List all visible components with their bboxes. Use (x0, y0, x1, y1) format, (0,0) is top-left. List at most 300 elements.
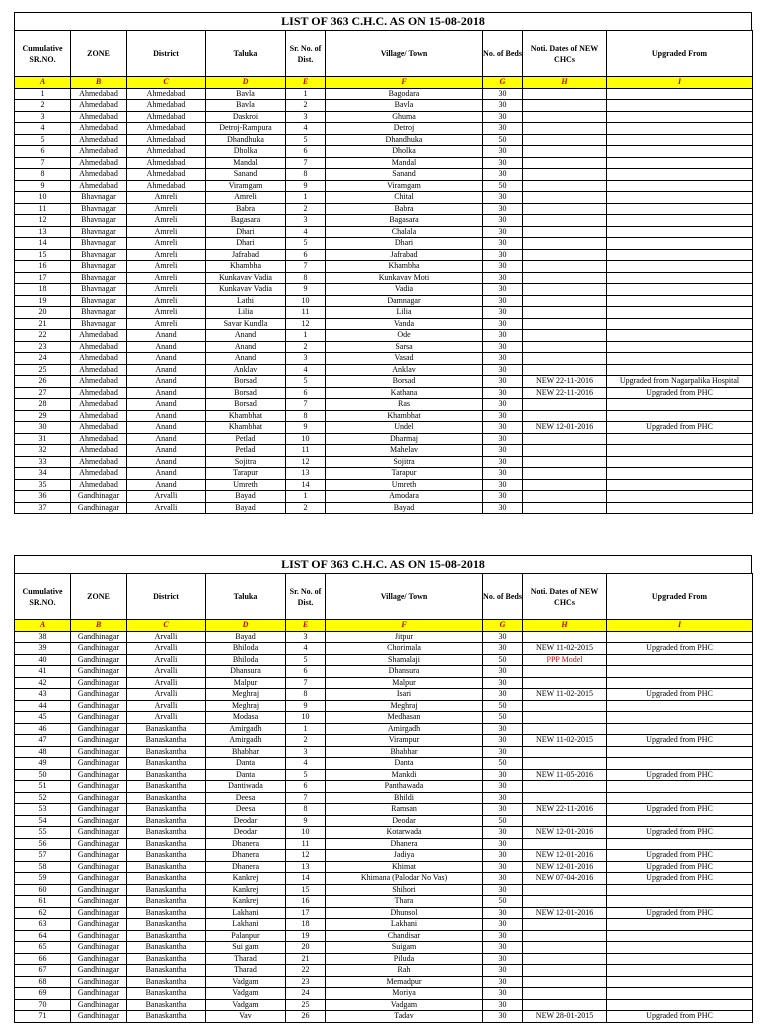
beds-cell: 30 (483, 445, 523, 457)
header-row (15, 31, 753, 77)
taluka-cell: Dantiwada (206, 781, 286, 793)
village-cell: Undel (326, 422, 483, 434)
zone-cell: Ahmedabad (71, 422, 127, 434)
district-cell: Amreli (127, 215, 206, 227)
zone-cell: Bhavnagar (71, 192, 127, 204)
village-cell: Danta (326, 758, 483, 770)
district-cell: Ahmedabad (127, 180, 206, 192)
sr-no-cell: 24 (15, 353, 71, 365)
taluka-cell: Bhabhar (206, 746, 286, 758)
village-cell: Amirgadh (326, 723, 483, 735)
district-cell: Banaskantha (127, 827, 206, 839)
sr-no-cell: 49 (15, 758, 71, 770)
upgraded-from-cell (607, 884, 753, 896)
notification-date-cell (523, 169, 607, 181)
dist-sr-cell: 4 (286, 643, 326, 655)
beds-cell: 30 (483, 988, 523, 1000)
dist-sr-cell: 14 (286, 873, 326, 885)
zone-cell: Gandhinagar (71, 677, 127, 689)
upgraded-from-cell (607, 999, 753, 1011)
upgraded-from-cell: Upgraded from PHC (607, 873, 753, 885)
beds-cell: 30 (483, 965, 523, 977)
village-cell: Moriya (326, 988, 483, 1000)
notification-date-cell: NEW 12-01-2016 (523, 861, 607, 873)
upgraded-from-cell: Upgraded from PHC (607, 804, 753, 816)
sr-no-cell: 65 (15, 942, 71, 954)
beds-cell: 30 (483, 468, 523, 480)
header-cell: Taluka (206, 574, 286, 620)
sr-no-cell: 28 (15, 399, 71, 411)
table-row (15, 318, 753, 330)
table-row (15, 456, 753, 468)
village-cell: Khambha (326, 261, 483, 273)
village-cell: Detroj (326, 123, 483, 135)
taluka-cell: Amirgadh (206, 723, 286, 735)
dist-sr-cell: 4 (286, 758, 326, 770)
notification-date-cell (523, 700, 607, 712)
district-cell: Arvalli (127, 491, 206, 503)
notification-date-cell (523, 146, 607, 158)
taluka-cell: Meghraj (206, 700, 286, 712)
beds-cell: 30 (483, 792, 523, 804)
village-cell: Damnagar (326, 295, 483, 307)
notification-date-cell: NEW 07-04-2016 (523, 873, 607, 885)
village-cell: Chalala (326, 226, 483, 238)
sr-no-cell: 37 (15, 502, 71, 514)
zone-cell: Gandhinagar (71, 838, 127, 850)
district-cell: Anand (127, 468, 206, 480)
zone-cell: Ahmedabad (71, 387, 127, 399)
table-row (15, 643, 753, 655)
village-cell: Dhari (326, 238, 483, 250)
zone-cell: Gandhinagar (71, 769, 127, 781)
sr-no-cell: 2 (15, 100, 71, 112)
district-cell: Anand (127, 364, 206, 376)
sr-no-cell: 29 (15, 410, 71, 422)
taluka-cell: Tarapur (206, 468, 286, 480)
district-cell: Banaskantha (127, 999, 206, 1011)
district-cell: Banaskantha (127, 735, 206, 747)
beds-cell: 30 (483, 410, 523, 422)
beds-cell: 30 (483, 930, 523, 942)
notification-date-cell (523, 677, 607, 689)
sr-no-cell: 23 (15, 341, 71, 353)
zone-cell: Ahmedabad (71, 364, 127, 376)
sr-no-cell: 59 (15, 873, 71, 885)
sr-no-cell: 7 (15, 157, 71, 169)
dist-sr-cell: 9 (286, 700, 326, 712)
zone-cell: Ahmedabad (71, 479, 127, 491)
table-row (15, 677, 753, 689)
sr-no-cell: 38 (15, 631, 71, 643)
upgraded-from-cell (607, 88, 753, 100)
table-row (15, 192, 753, 204)
upgraded-from-cell (607, 353, 753, 365)
sr-no-cell: 41 (15, 666, 71, 678)
district-cell: Amreli (127, 284, 206, 296)
district-cell: Arvalli (127, 712, 206, 724)
village-cell: Borsad (326, 376, 483, 388)
sr-no-cell: 40 (15, 654, 71, 666)
header-cell: Upgraded From (607, 574, 753, 620)
column-letter: E (286, 620, 326, 632)
sr-no-cell: 61 (15, 896, 71, 908)
notification-date-cell: NEW 11-02-2015 (523, 643, 607, 655)
upgraded-from-cell (607, 456, 753, 468)
village-cell: Malpur (326, 677, 483, 689)
beds-cell: 50 (483, 654, 523, 666)
notification-date-cell (523, 781, 607, 793)
table-row (15, 723, 753, 735)
sr-no-cell: 17 (15, 272, 71, 284)
table-row (15, 364, 753, 376)
table-row (15, 123, 753, 135)
dist-sr-cell: 5 (286, 238, 326, 250)
taluka-cell: Khambhat (206, 422, 286, 434)
district-cell: Amreli (127, 272, 206, 284)
zone-cell: Gandhinagar (71, 654, 127, 666)
village-cell: Shihori (326, 884, 483, 896)
zone-cell: Ahmedabad (71, 468, 127, 480)
district-cell: Anand (127, 387, 206, 399)
district-cell: Anand (127, 433, 206, 445)
dist-sr-cell: 5 (286, 654, 326, 666)
header-cell: Village/ Town (326, 31, 483, 77)
dist-sr-cell: 22 (286, 965, 326, 977)
district-cell: Banaskantha (127, 873, 206, 885)
notification-date-cell (523, 930, 607, 942)
dist-sr-cell: 12 (286, 850, 326, 862)
zone-cell: Ahmedabad (71, 123, 127, 135)
beds-cell: 30 (483, 330, 523, 342)
dist-sr-cell: 11 (286, 445, 326, 457)
zone-cell: Gandhinagar (71, 988, 127, 1000)
district-cell: Banaskantha (127, 861, 206, 873)
upgraded-from-cell (607, 723, 753, 735)
table-body (15, 631, 753, 1022)
sr-no-cell: 30 (15, 422, 71, 434)
zone-cell: Gandhinagar (71, 976, 127, 988)
table-row (15, 479, 753, 491)
dist-sr-cell: 18 (286, 919, 326, 931)
table-row (15, 827, 753, 839)
beds-cell: 50 (483, 180, 523, 192)
beds-cell: 50 (483, 815, 523, 827)
beds-cell: 30 (483, 479, 523, 491)
notification-date-cell (523, 157, 607, 169)
notification-date-cell (523, 123, 607, 135)
table-row (15, 284, 753, 296)
zone-cell: Bhavnagar (71, 249, 127, 261)
upgraded-from-cell: Upgraded from PHC (607, 689, 753, 701)
column-letter-row (15, 620, 753, 632)
sr-no-cell: 26 (15, 376, 71, 388)
upgraded-from-cell (607, 410, 753, 422)
upgraded-from-cell (607, 976, 753, 988)
upgraded-from-cell (607, 781, 753, 793)
upgraded-from-cell: Upgraded from PHC (607, 422, 753, 434)
dist-sr-cell: 4 (286, 364, 326, 376)
taluka-cell: Khambha (206, 261, 286, 273)
zone-cell: Gandhinagar (71, 919, 127, 931)
upgraded-from-cell (607, 746, 753, 758)
zone-cell: Ahmedabad (71, 445, 127, 457)
dist-sr-cell: 9 (286, 815, 326, 827)
sr-no-cell: 9 (15, 180, 71, 192)
table-row (15, 712, 753, 724)
sr-no-cell: 10 (15, 192, 71, 204)
upgraded-from-cell (607, 965, 753, 977)
district-cell: Anand (127, 330, 206, 342)
dist-sr-cell: 3 (286, 746, 326, 758)
village-cell: Virampur (326, 735, 483, 747)
dist-sr-cell: 11 (286, 307, 326, 319)
district-cell: Arvalli (127, 654, 206, 666)
district-cell: Arvalli (127, 643, 206, 655)
district-cell: Ahmedabad (127, 146, 206, 158)
notification-date-cell (523, 953, 607, 965)
upgraded-from-cell (607, 631, 753, 643)
village-cell: Meghraj (326, 700, 483, 712)
district-cell: Anand (127, 353, 206, 365)
zone-cell: Ahmedabad (71, 157, 127, 169)
dist-sr-cell: 1 (286, 491, 326, 503)
dist-sr-cell: 13 (286, 468, 326, 480)
beds-cell: 30 (483, 146, 523, 158)
dist-sr-cell: 8 (286, 804, 326, 816)
header-cell: Taluka (206, 31, 286, 77)
taluka-cell: Tharad (206, 965, 286, 977)
table-row (15, 792, 753, 804)
beds-cell: 30 (483, 643, 523, 655)
dist-sr-cell: 5 (286, 376, 326, 388)
dist-sr-cell: 8 (286, 169, 326, 181)
upgraded-from-cell (607, 838, 753, 850)
taluka-cell: Lathi (206, 295, 286, 307)
upgraded-from-cell (607, 700, 753, 712)
sr-no-cell: 39 (15, 643, 71, 655)
table-row (15, 249, 753, 261)
column-letter: D (206, 77, 286, 89)
dist-sr-cell: 10 (286, 827, 326, 839)
dist-sr-cell: 14 (286, 479, 326, 491)
upgraded-from-cell (607, 284, 753, 296)
beds-cell: 30 (483, 907, 523, 919)
village-cell: Thara (326, 896, 483, 908)
table-row (15, 700, 753, 712)
beds-cell: 30 (483, 769, 523, 781)
dist-sr-cell: 21 (286, 953, 326, 965)
beds-cell: 30 (483, 953, 523, 965)
upgraded-from-cell (607, 249, 753, 261)
table-row (15, 422, 753, 434)
table-row (15, 387, 753, 399)
district-cell: Banaskantha (127, 769, 206, 781)
dist-sr-cell: 9 (286, 422, 326, 434)
zone-cell: Gandhinagar (71, 896, 127, 908)
village-cell: Chital (326, 192, 483, 204)
taluka-cell: Khambhat (206, 410, 286, 422)
village-cell: Deodar (326, 815, 483, 827)
upgraded-from-cell (607, 468, 753, 480)
table-row (15, 976, 753, 988)
taluka-cell: Dhari (206, 226, 286, 238)
beds-cell: 30 (483, 502, 523, 514)
table-row (15, 850, 753, 862)
beds-cell: 30 (483, 318, 523, 330)
zone-cell: Ahmedabad (71, 111, 127, 123)
district-cell: Banaskantha (127, 965, 206, 977)
beds-cell: 30 (483, 919, 523, 931)
district-cell: Banaskantha (127, 1011, 206, 1023)
beds-cell: 30 (483, 735, 523, 747)
dist-sr-cell: 20 (286, 942, 326, 954)
district-cell: Banaskantha (127, 930, 206, 942)
table-row (15, 376, 753, 388)
sr-no-cell: 4 (15, 123, 71, 135)
table-row (15, 502, 753, 514)
sr-no-cell: 34 (15, 468, 71, 480)
notification-date-cell (523, 134, 607, 146)
beds-cell: 30 (483, 631, 523, 643)
upgraded-from-cell (607, 666, 753, 678)
zone-cell: Gandhinagar (71, 804, 127, 816)
notification-date-cell (523, 249, 607, 261)
beds-cell: 30 (483, 884, 523, 896)
taluka-cell: Tharad (206, 953, 286, 965)
village-cell: Mandal (326, 157, 483, 169)
taluka-cell: Bagasara (206, 215, 286, 227)
taluka-cell: Kankrej (206, 896, 286, 908)
table-body (15, 88, 753, 514)
notification-date-cell (523, 919, 607, 931)
table-row (15, 157, 753, 169)
dist-sr-cell: 3 (286, 631, 326, 643)
taluka-cell: Amreli (206, 192, 286, 204)
table-row (15, 261, 753, 273)
district-cell: Ahmedabad (127, 169, 206, 181)
dist-sr-cell: 6 (286, 387, 326, 399)
notification-date-cell (523, 792, 607, 804)
dist-sr-cell: 5 (286, 769, 326, 781)
notification-date-cell (523, 723, 607, 735)
zone-cell: Ahmedabad (71, 134, 127, 146)
zone-cell: Bhavnagar (71, 238, 127, 250)
zone-cell: Bhavnagar (71, 307, 127, 319)
village-cell: Ras (326, 399, 483, 411)
beds-cell: 30 (483, 203, 523, 215)
village-cell: Piluda (326, 953, 483, 965)
zone-cell: Ahmedabad (71, 410, 127, 422)
taluka-cell: Deesa (206, 804, 286, 816)
upgraded-from-cell (607, 502, 753, 514)
village-cell: Suigam (326, 942, 483, 954)
header-cell: Cumulative SR.NO. (15, 31, 71, 77)
taluka-cell: Borsad (206, 376, 286, 388)
table-row (15, 399, 753, 411)
district-cell: Arvalli (127, 666, 206, 678)
village-cell: Jafrabad (326, 249, 483, 261)
village-cell: Ode (326, 330, 483, 342)
taluka-cell: Anand (206, 353, 286, 365)
taluka-cell: Danta (206, 758, 286, 770)
beds-cell: 30 (483, 827, 523, 839)
dist-sr-cell: 2 (286, 100, 326, 112)
zone-cell: Bhavnagar (71, 318, 127, 330)
dist-sr-cell: 3 (286, 111, 326, 123)
beds-cell: 30 (483, 295, 523, 307)
notification-date-cell (523, 203, 607, 215)
zone-cell: Gandhinagar (71, 631, 127, 643)
notification-date-cell (523, 272, 607, 284)
upgraded-from-cell (607, 930, 753, 942)
sr-no-cell: 60 (15, 884, 71, 896)
table-row (15, 468, 753, 480)
village-cell: Bagodara (326, 88, 483, 100)
upgraded-from-cell (607, 919, 753, 931)
notification-date-cell (523, 815, 607, 827)
chc-table (14, 573, 753, 1023)
district-cell: Arvalli (127, 502, 206, 514)
sr-no-cell: 71 (15, 1011, 71, 1023)
upgraded-from-cell (607, 180, 753, 192)
beds-cell: 30 (483, 689, 523, 701)
beds-cell: 30 (483, 249, 523, 261)
taluka-cell: Jafrabad (206, 249, 286, 261)
sr-no-cell: 47 (15, 735, 71, 747)
upgraded-from-cell (607, 815, 753, 827)
district-cell: Banaskantha (127, 988, 206, 1000)
header-cell: District (127, 31, 206, 77)
taluka-cell: Dhanera (206, 850, 286, 862)
upgraded-from-cell (607, 157, 753, 169)
notification-date-cell: PPP Model (523, 654, 607, 666)
village-cell: Medhasan (326, 712, 483, 724)
sr-no-cell: 36 (15, 491, 71, 503)
taluka-cell: Bhiloda (206, 643, 286, 655)
table-row (15, 861, 753, 873)
sr-no-cell: 66 (15, 953, 71, 965)
beds-cell: 30 (483, 100, 523, 112)
village-cell: Kunkavav Moti (326, 272, 483, 284)
sr-no-cell: 18 (15, 284, 71, 296)
upgraded-from-cell: Upgraded from PHC (607, 387, 753, 399)
district-cell: Arvalli (127, 677, 206, 689)
notification-date-cell (523, 884, 607, 896)
notification-date-cell (523, 838, 607, 850)
taluka-cell: Lilia (206, 307, 286, 319)
header-cell: Noti. Dates of NEW CHCs (523, 31, 607, 77)
sr-no-cell: 50 (15, 769, 71, 781)
column-letter: A (15, 77, 71, 89)
taluka-cell: Bhiloda (206, 654, 286, 666)
upgraded-from-cell: Upgraded from PHC (607, 735, 753, 747)
upgraded-from-cell: Upgraded from PHC (607, 907, 753, 919)
village-cell: Bavla (326, 100, 483, 112)
zone-cell: Ahmedabad (71, 376, 127, 388)
district-cell: Banaskantha (127, 919, 206, 931)
column-letter: C (127, 620, 206, 632)
beds-cell: 30 (483, 422, 523, 434)
zone-cell: Ahmedabad (71, 330, 127, 342)
column-letter: F (326, 77, 483, 89)
sr-no-cell: 8 (15, 169, 71, 181)
table-row (15, 735, 753, 747)
notification-date-cell (523, 479, 607, 491)
notification-date-cell (523, 353, 607, 365)
zone-cell: Gandhinagar (71, 781, 127, 793)
dist-sr-cell: 2 (286, 735, 326, 747)
